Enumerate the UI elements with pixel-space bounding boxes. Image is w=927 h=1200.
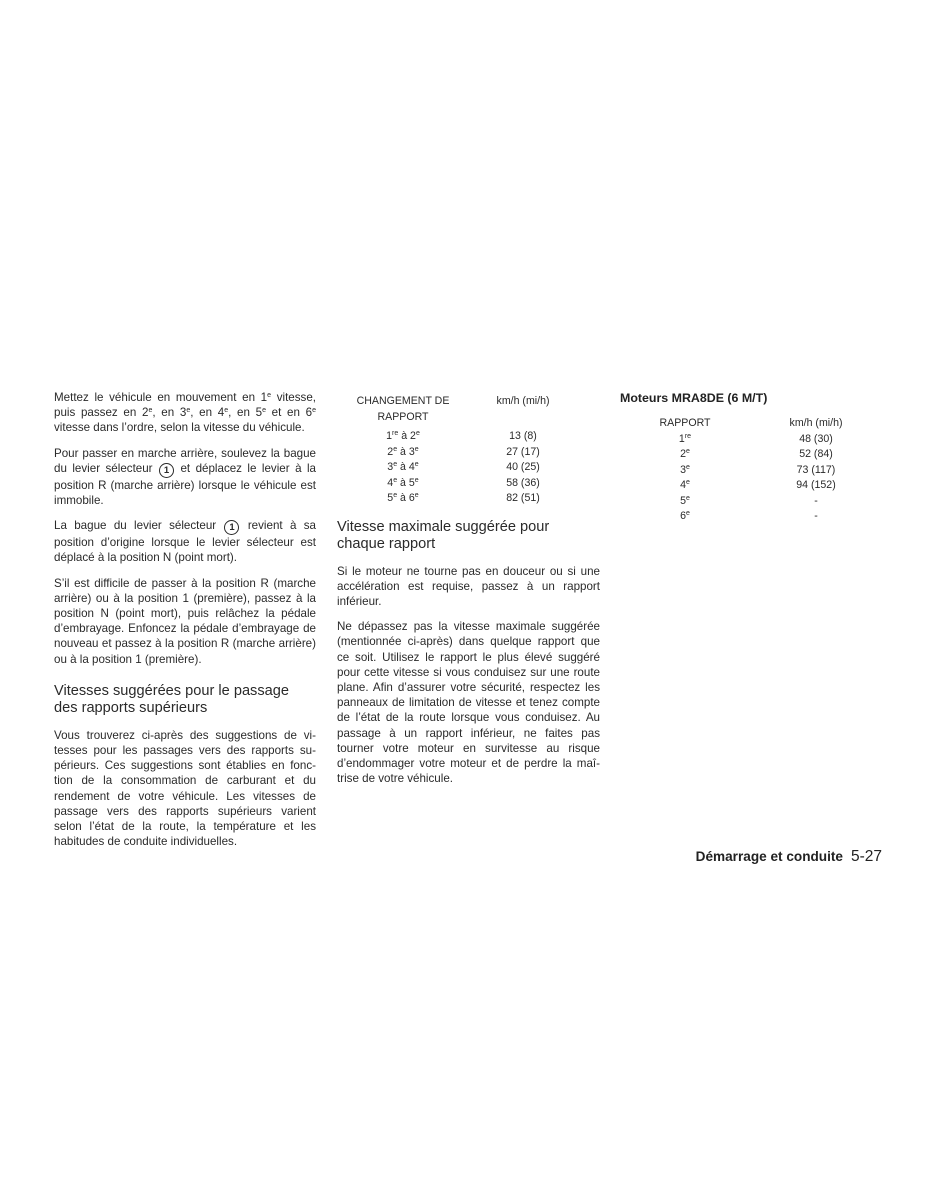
- callout-marker-1: 1: [224, 520, 239, 535]
- speed-cell: 52 (84): [799, 448, 833, 460]
- page-number: 5-27: [850, 848, 882, 865]
- gear-cell: 2e: [680, 447, 690, 460]
- speed-cell: 82 (51): [506, 492, 540, 504]
- column-right: [620, 390, 882, 525]
- paragraph-reverse: [54, 446, 316, 509]
- speed-cell: -: [814, 494, 818, 507]
- gear-cell: 3e: [680, 463, 690, 476]
- superscript: e: [267, 391, 272, 399]
- text: , en 5: [228, 406, 263, 420]
- superscript: e: [148, 407, 153, 415]
- gear-change-cell: 5e à 6e: [387, 491, 419, 504]
- column-header-speed: km/h (mi/h): [789, 417, 843, 429]
- max-speed-table: [620, 416, 882, 525]
- engine-heading: Moteurs MRA8DE (6 M/T): [620, 391, 768, 405]
- text: La bague du levier sélecteur: [54, 519, 224, 533]
- text: et déplacez le levier à la position R (marche arrière) lorsque le véhicule est immobile.: [54, 461, 316, 508]
- column-left: [54, 390, 316, 859]
- table-row: [343, 429, 583, 445]
- text: revient à sa position d’origine lorsque le levier sélecteur est déplacé à la position N (point mort).: [54, 519, 316, 565]
- table-row: [343, 476, 583, 492]
- column-header-gear: RAPPORT: [659, 417, 711, 429]
- gear-change-cell: 3e à 4e: [387, 460, 419, 473]
- table-row: [343, 460, 583, 476]
- paragraph-downshift: Si le moteur ne tourne pas en douceur ou si une accélération est requise, passez à un rapport inférieur.: [337, 564, 600, 608]
- table-row: [343, 491, 583, 507]
- text: Mettez le véhicule en mouvement en 1: [54, 391, 268, 404]
- section-heading-max-speed: Vitesse maximale suggérée pour chaque rapport: [337, 518, 550, 552]
- gear-change-cell: 2e à 3e: [387, 445, 419, 458]
- table-row: [620, 509, 882, 525]
- paragraph-gear-sequence: [54, 390, 316, 436]
- text: Pour passer en marche arrière, soulevez la bague du levier sélecteur: [54, 446, 316, 475]
- upshift-speed-table: [343, 394, 583, 507]
- gear-cell: 1re: [678, 432, 692, 445]
- paragraph-ring-return: [54, 518, 316, 565]
- table-row: [620, 432, 882, 448]
- text: vitesse dans l’ordre, selon la vitesse du véhicule.: [54, 421, 305, 435]
- text: vitesse, puis passez en 2: [54, 391, 316, 420]
- gear-cell: 6e: [680, 509, 690, 522]
- table-row: [620, 463, 882, 479]
- callout-marker-1: 1: [159, 463, 174, 478]
- table-row: [620, 447, 882, 463]
- section-heading-upshift: Vitesses suggérées pour le passage des rapports supérieurs: [54, 682, 290, 717]
- gear-cell: 4e: [680, 478, 690, 491]
- column-header-gear-change: CHANGEMENT DE RAPPORT: [356, 395, 450, 423]
- speed-cell: -: [814, 510, 818, 522]
- text: , en 4: [190, 406, 225, 420]
- superscript: e: [224, 407, 229, 415]
- superscript: e: [312, 407, 316, 415]
- column-middle: [337, 390, 600, 796]
- gear-cell: 5e: [680, 494, 690, 507]
- paragraph-upshift: Vous trouverez ci-après des suggestions de vitesses pour les passages vers des rapports supérieurs. Ces suggestions sont établies en fonction de la consommation de carburant et du rendement de votre véhicule. Les vitesses de passage vers des rapports supérieurs varient selon l’état de la route, la température et les habitudes de conduite individuelles.: [54, 728, 316, 849]
- paragraph-max-speed: Ne dépassez pas la vitesse maximale suggérée (mentionnée ci-après) dans quelque rapport que ce soit. Utilisez le rapport le plus élevé suggéré pour cette vitesse si vous conduisez sur une route plane. Afin d’assurer votre sécurité, respectez les panneaux de limitation de vitesse et tenez compte de l’état de la route lorsque vous conduisez. Au passage à un rapport inférieur, ne faites pas tourner votre moteur en survitesse au risque d’endommager votre moteur et de perdre la maîtrise de votre véhicule.: [337, 620, 600, 786]
- table-row: [620, 494, 882, 510]
- speed-cell: 40 (25): [506, 461, 540, 473]
- section-title: Démarrage et conduite: [695, 849, 843, 864]
- page-footer: [696, 848, 882, 866]
- table-row: [343, 445, 583, 461]
- speed-cell: 73 (117): [796, 463, 836, 476]
- speed-cell: 58 (36): [506, 476, 540, 489]
- speed-cell: 48 (30): [799, 432, 833, 445]
- column-header-speed: km/h (mi/h): [496, 395, 550, 407]
- speed-cell: 13 (8): [509, 430, 537, 442]
- speed-cell: 27 (17): [506, 445, 540, 458]
- paragraph-difficulty: S’il est difficile de passer à la position R (marche arrière) ou à la position 1 (première), passez à la position N (point mort), puis relâchez la pédale d’embrayage. Enfoncez la pédale d’embrayage de nouveau et passez à la position R (marche arrière) ou à la position 1 (première).: [54, 576, 316, 666]
- superscript: e: [186, 407, 191, 415]
- text: et en 6: [265, 406, 313, 420]
- gear-change-cell: 1re à 2e: [386, 429, 420, 442]
- superscript: e: [262, 407, 266, 415]
- table-row: [620, 478, 882, 494]
- gear-change-cell: 4e à 5e: [387, 476, 419, 489]
- text: , en 3: [152, 406, 187, 420]
- speed-cell: 94 (152): [796, 479, 836, 491]
